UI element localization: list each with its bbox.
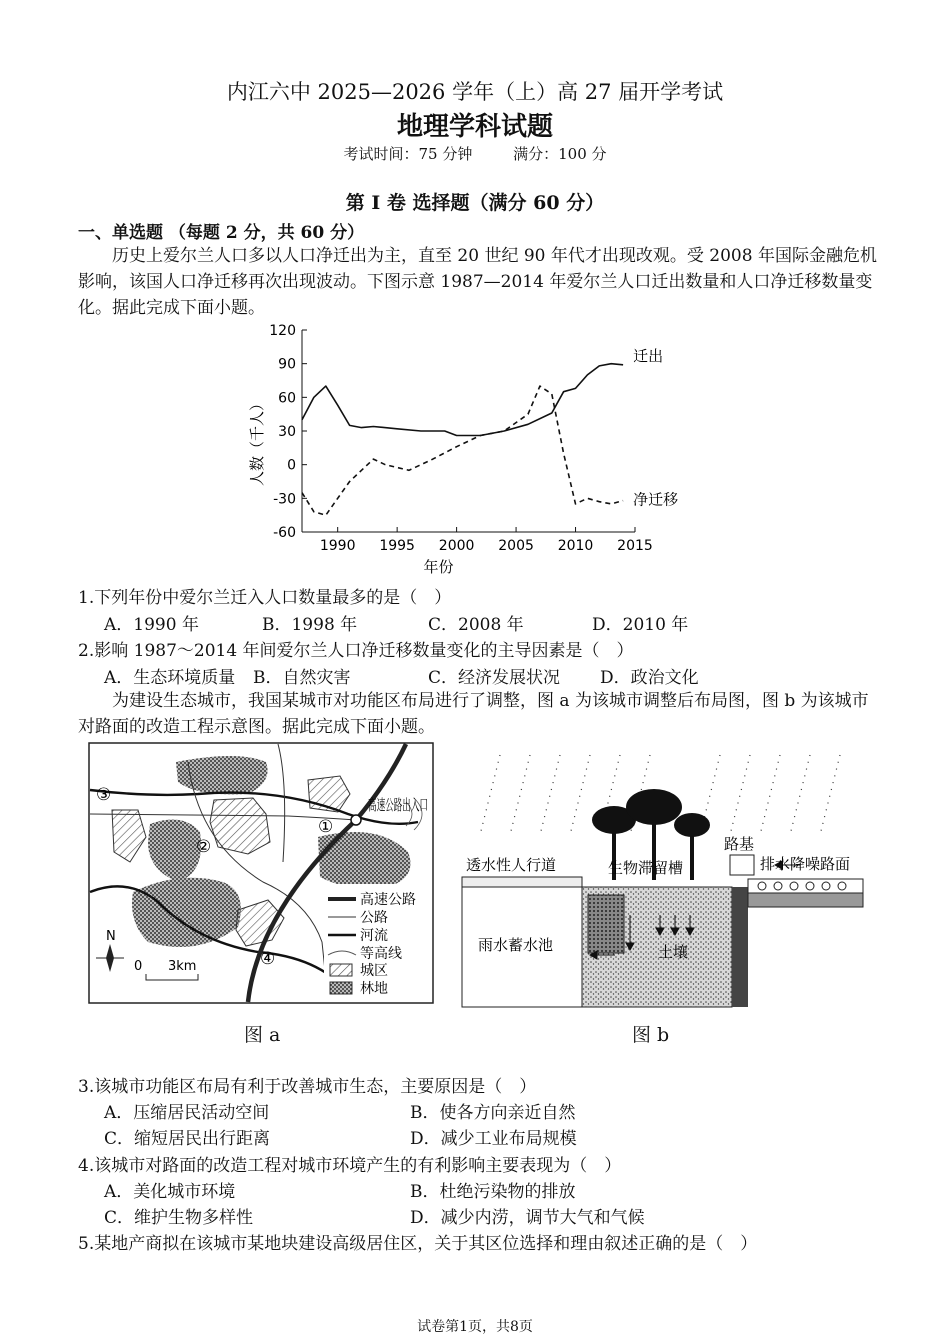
scale-label: 3km: [168, 959, 197, 974]
y-tick-label: 30: [278, 424, 296, 440]
x-axis-title: 年份: [423, 558, 454, 576]
question-4-stem: 4.该城市对路面的改造工程对城市环境产生的有利影响主要表现为（ ）: [78, 1156, 622, 1176]
q4-option-c[interactable]: C．维护生物多样性: [104, 1208, 254, 1228]
entrance-label: 高速公路出入口: [368, 796, 428, 814]
q3-option-c[interactable]: C．缩短居民出行距离: [104, 1129, 271, 1149]
exam-score: 满分：100 分: [513, 145, 607, 163]
y-tick-label: -30: [273, 491, 296, 508]
y-tick-label: 60: [278, 390, 296, 407]
x-tick-label: 2005: [498, 538, 534, 554]
legend-forest: 林地: [360, 981, 388, 997]
figure-a-city-map: [88, 742, 434, 1004]
q1-option-d[interactable]: D．2010 年: [592, 615, 689, 635]
migration-line-chart: [240, 318, 700, 580]
x-tick-label: 2000: [438, 538, 475, 554]
q4-option-d[interactable]: D．减少内涝，调节大气和气候: [410, 1208, 645, 1228]
q4-option-a[interactable]: A．美化城市环境: [104, 1182, 236, 1202]
zone-4-label: ④: [260, 949, 276, 969]
q1-option-c[interactable]: C．2008 年: [428, 615, 524, 635]
legend-highway: 高速公路: [360, 892, 416, 908]
series-label-emigration: 迁出: [633, 346, 664, 365]
y-tick-label: -60: [273, 525, 296, 541]
curb-wall: [732, 887, 748, 1007]
passage-1: 历史上爱尔兰人口多以人口净迁出为主，直至 20 世纪 90 年代才出现改观。受 2008 年国际金融危机影响，该国人口净迁移再次出现波动。下图示意 1987—2014 年爱尔兰人口迁出数量和人口净迁移数量变化。据此完成下面小题。: [78, 246, 877, 318]
svg-text:N: N: [106, 929, 116, 944]
passage-2: 为建设生态城市，我国某城市对功能区布局进行了调整，图 a 为该城市调整后布局图，图 b 为该城市对路面的改造工程示意图。据此完成下面小题。: [78, 691, 869, 737]
roadbed-label: 路基: [724, 835, 755, 853]
question-3-stem: 3.该城市功能区布局有利于改善城市生态，主要原因是（ ）: [78, 1077, 537, 1097]
legend-road: 公路: [360, 910, 388, 926]
school-exam-title: 内江六中 2025—2026 学年（上）高 27 届开学考试: [226, 80, 724, 104]
legend-forest-swatch: [330, 982, 352, 994]
q3-option-a[interactable]: A．压缩居民活动空间: [104, 1103, 270, 1123]
zone-1-label: ①: [318, 817, 334, 837]
rain-pool-label: 雨水蓄水池: [478, 936, 554, 954]
x-tick-label: 1990: [319, 538, 356, 554]
subject-title: 地理学科试题: [396, 112, 553, 142]
exam-time: 考试时间：75 分钟: [343, 145, 473, 163]
roadbed-box: [730, 855, 754, 875]
legend-contour: 等高线: [360, 946, 402, 962]
bio-groove-fill: [588, 895, 624, 953]
zone-2-label: ②: [196, 837, 212, 857]
q3-option-b[interactable]: B．使各方向亲近自然: [410, 1103, 576, 1123]
q2-option-d[interactable]: D．政治文化: [600, 668, 699, 688]
q1-option-a[interactable]: A．1990 年: [104, 615, 199, 635]
q2-option-b[interactable]: B．自然灾害: [253, 668, 351, 688]
x-tick-label: 2010: [557, 538, 594, 554]
drain-road-label: 排水降噪路面: [760, 855, 851, 873]
series-label-net-migration: 净迁移: [633, 490, 679, 509]
y-tick-label: 90: [278, 356, 296, 373]
legend-river: 河流: [360, 928, 388, 944]
entrance-marker: [351, 815, 361, 825]
question-1-stem: 1.下列年份中爱尔兰迁入人口数量最多的是（ ）: [78, 588, 452, 608]
x-tick-label: 1995: [379, 538, 415, 554]
soil-label: 土壤: [658, 943, 689, 961]
figure-b-caption: 图 b: [632, 1024, 670, 1046]
q1-option-b[interactable]: B．1998 年: [262, 615, 358, 635]
y-tick-label: 120: [269, 323, 296, 339]
series-line-net-migration: [302, 386, 623, 515]
x-tick-label: 2015: [617, 538, 653, 554]
figure-a-caption: 图 a: [244, 1024, 281, 1046]
section-title: 一、单选题 （每题 2 分，共 60 分）: [78, 223, 365, 243]
road-surface: [748, 893, 863, 907]
y-tick-label: 0: [287, 457, 296, 474]
bio-groove-label: 生物滞留槽: [608, 859, 684, 877]
q3-option-d[interactable]: D．减少工业布局规模: [410, 1129, 577, 1149]
question-5-stem: 5.某地产商拟在该城市某地块建设高级居住区，关于其区位选择和理由叙述正确的是（ ）: [78, 1234, 758, 1254]
series-line-emigration: [302, 364, 623, 436]
q2-option-a[interactable]: A．生态环境质量: [104, 668, 236, 688]
page-footer: 试卷第1页，共8页: [417, 1319, 533, 1335]
question-2-stem: 2.影响 1987～2014 年间爱尔兰人口净迁移数量变化的主导因素是（ ）: [78, 641, 634, 661]
y-axis-title: 人数（千人）: [248, 395, 266, 487]
q2-option-c[interactable]: C．经济发展状况: [428, 668, 561, 688]
exam-info: [0, 143, 950, 164]
zone-3-label: ③: [96, 785, 112, 805]
part-title: 第 I 卷 选择题（满分 60 分）: [345, 192, 605, 214]
legend-urban: 城区: [360, 963, 388, 979]
legend-urban-swatch: [330, 964, 352, 976]
figure-b-road-cross-section: [460, 745, 865, 1010]
scale-zero: 0: [134, 959, 143, 974]
map-legend: [324, 884, 432, 1002]
permeable-sidewalk-label: 透水性人行道: [466, 856, 557, 874]
q4-option-b[interactable]: B．杜绝污染物的排放: [410, 1182, 576, 1202]
